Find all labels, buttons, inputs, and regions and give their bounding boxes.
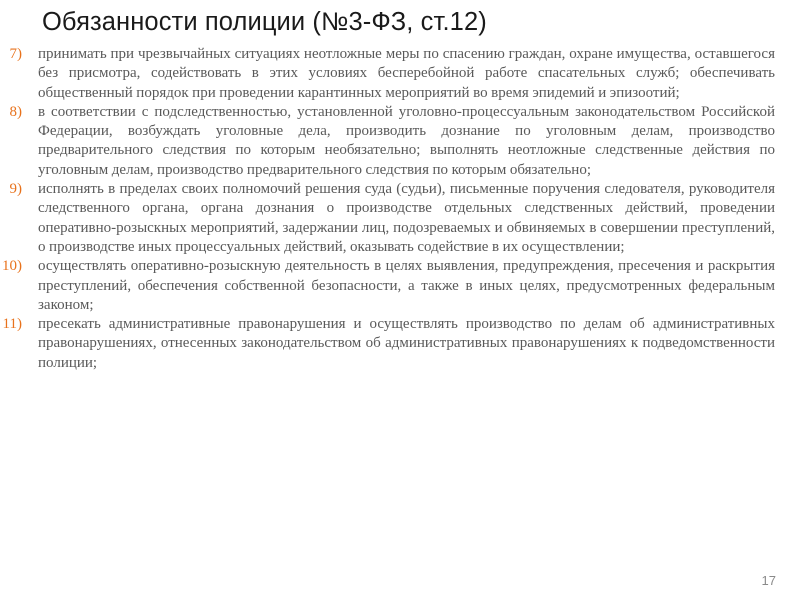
list-item-text: в соответствии с подследственностью, установленной уголовно-процессуальным законодательством Российской Федерации, возбуждать уголовные дела, производить дознание по уголовным делам, производство предварительного следствия по которым необязательно; выполнять неотложные следственные действия по уголовным делам, производство предварительного следствия по которым обязательно; bbox=[38, 103, 775, 178]
page-number: 17 bbox=[761, 573, 776, 588]
list-item-number: 7) bbox=[9, 46, 22, 62]
list-item-number: 9) bbox=[9, 181, 22, 198]
list-item bbox=[0, 103, 800, 180]
list-item bbox=[0, 257, 800, 315]
list-item bbox=[0, 315, 800, 373]
list-item-number: 11) bbox=[2, 316, 22, 333]
list-item-text: исполнять в пределах своих полномочий решения суда (судьи), письменные поручения следователя, руководителя следственного органа, органа дознания о производстве отдельных следственных действий, проведении оперативно-розыскных мероприятий, задержании лиц, подозреваемых и обвиняемых в совершении преступлений, о производстве иных процессуальных действий, оказывать содействие в их осуществлении; bbox=[38, 181, 775, 255]
duties-list bbox=[0, 45, 800, 373]
list-item-text: пресекать административные правонарушения и осуществлять производство по делам об административных правонарушениях, отнесенных законодательством об административных правонарушениях к подведомственности полиции; bbox=[38, 316, 775, 371]
slide-title: Обязанности полиции (№3-ФЗ, ст.12) bbox=[42, 8, 487, 36]
list-item-text: принимать при чрезвычайных ситуациях неотложные меры по спасению граждан, охране имущества, оставшегося без присмотра, содействовать в этих условиях бесперебойной работе спасательных служб; обеспечивать общественный порядок при проведении карантинных мероприятий во время эпидемий и эпизоотий; bbox=[38, 46, 775, 101]
list-item bbox=[0, 45, 800, 103]
list-item bbox=[0, 180, 800, 257]
list-item-number: 10) bbox=[2, 258, 22, 275]
list-item-text: осуществлять оперативно-розыскную деятельность в целях выявления, предупреждения, пресечения и раскрытия преступлений, обеспечения собственной безопасности, а также в иных целях, предусмотренных федеральным законом; bbox=[38, 258, 775, 313]
list-item-number: 8) bbox=[9, 103, 22, 120]
